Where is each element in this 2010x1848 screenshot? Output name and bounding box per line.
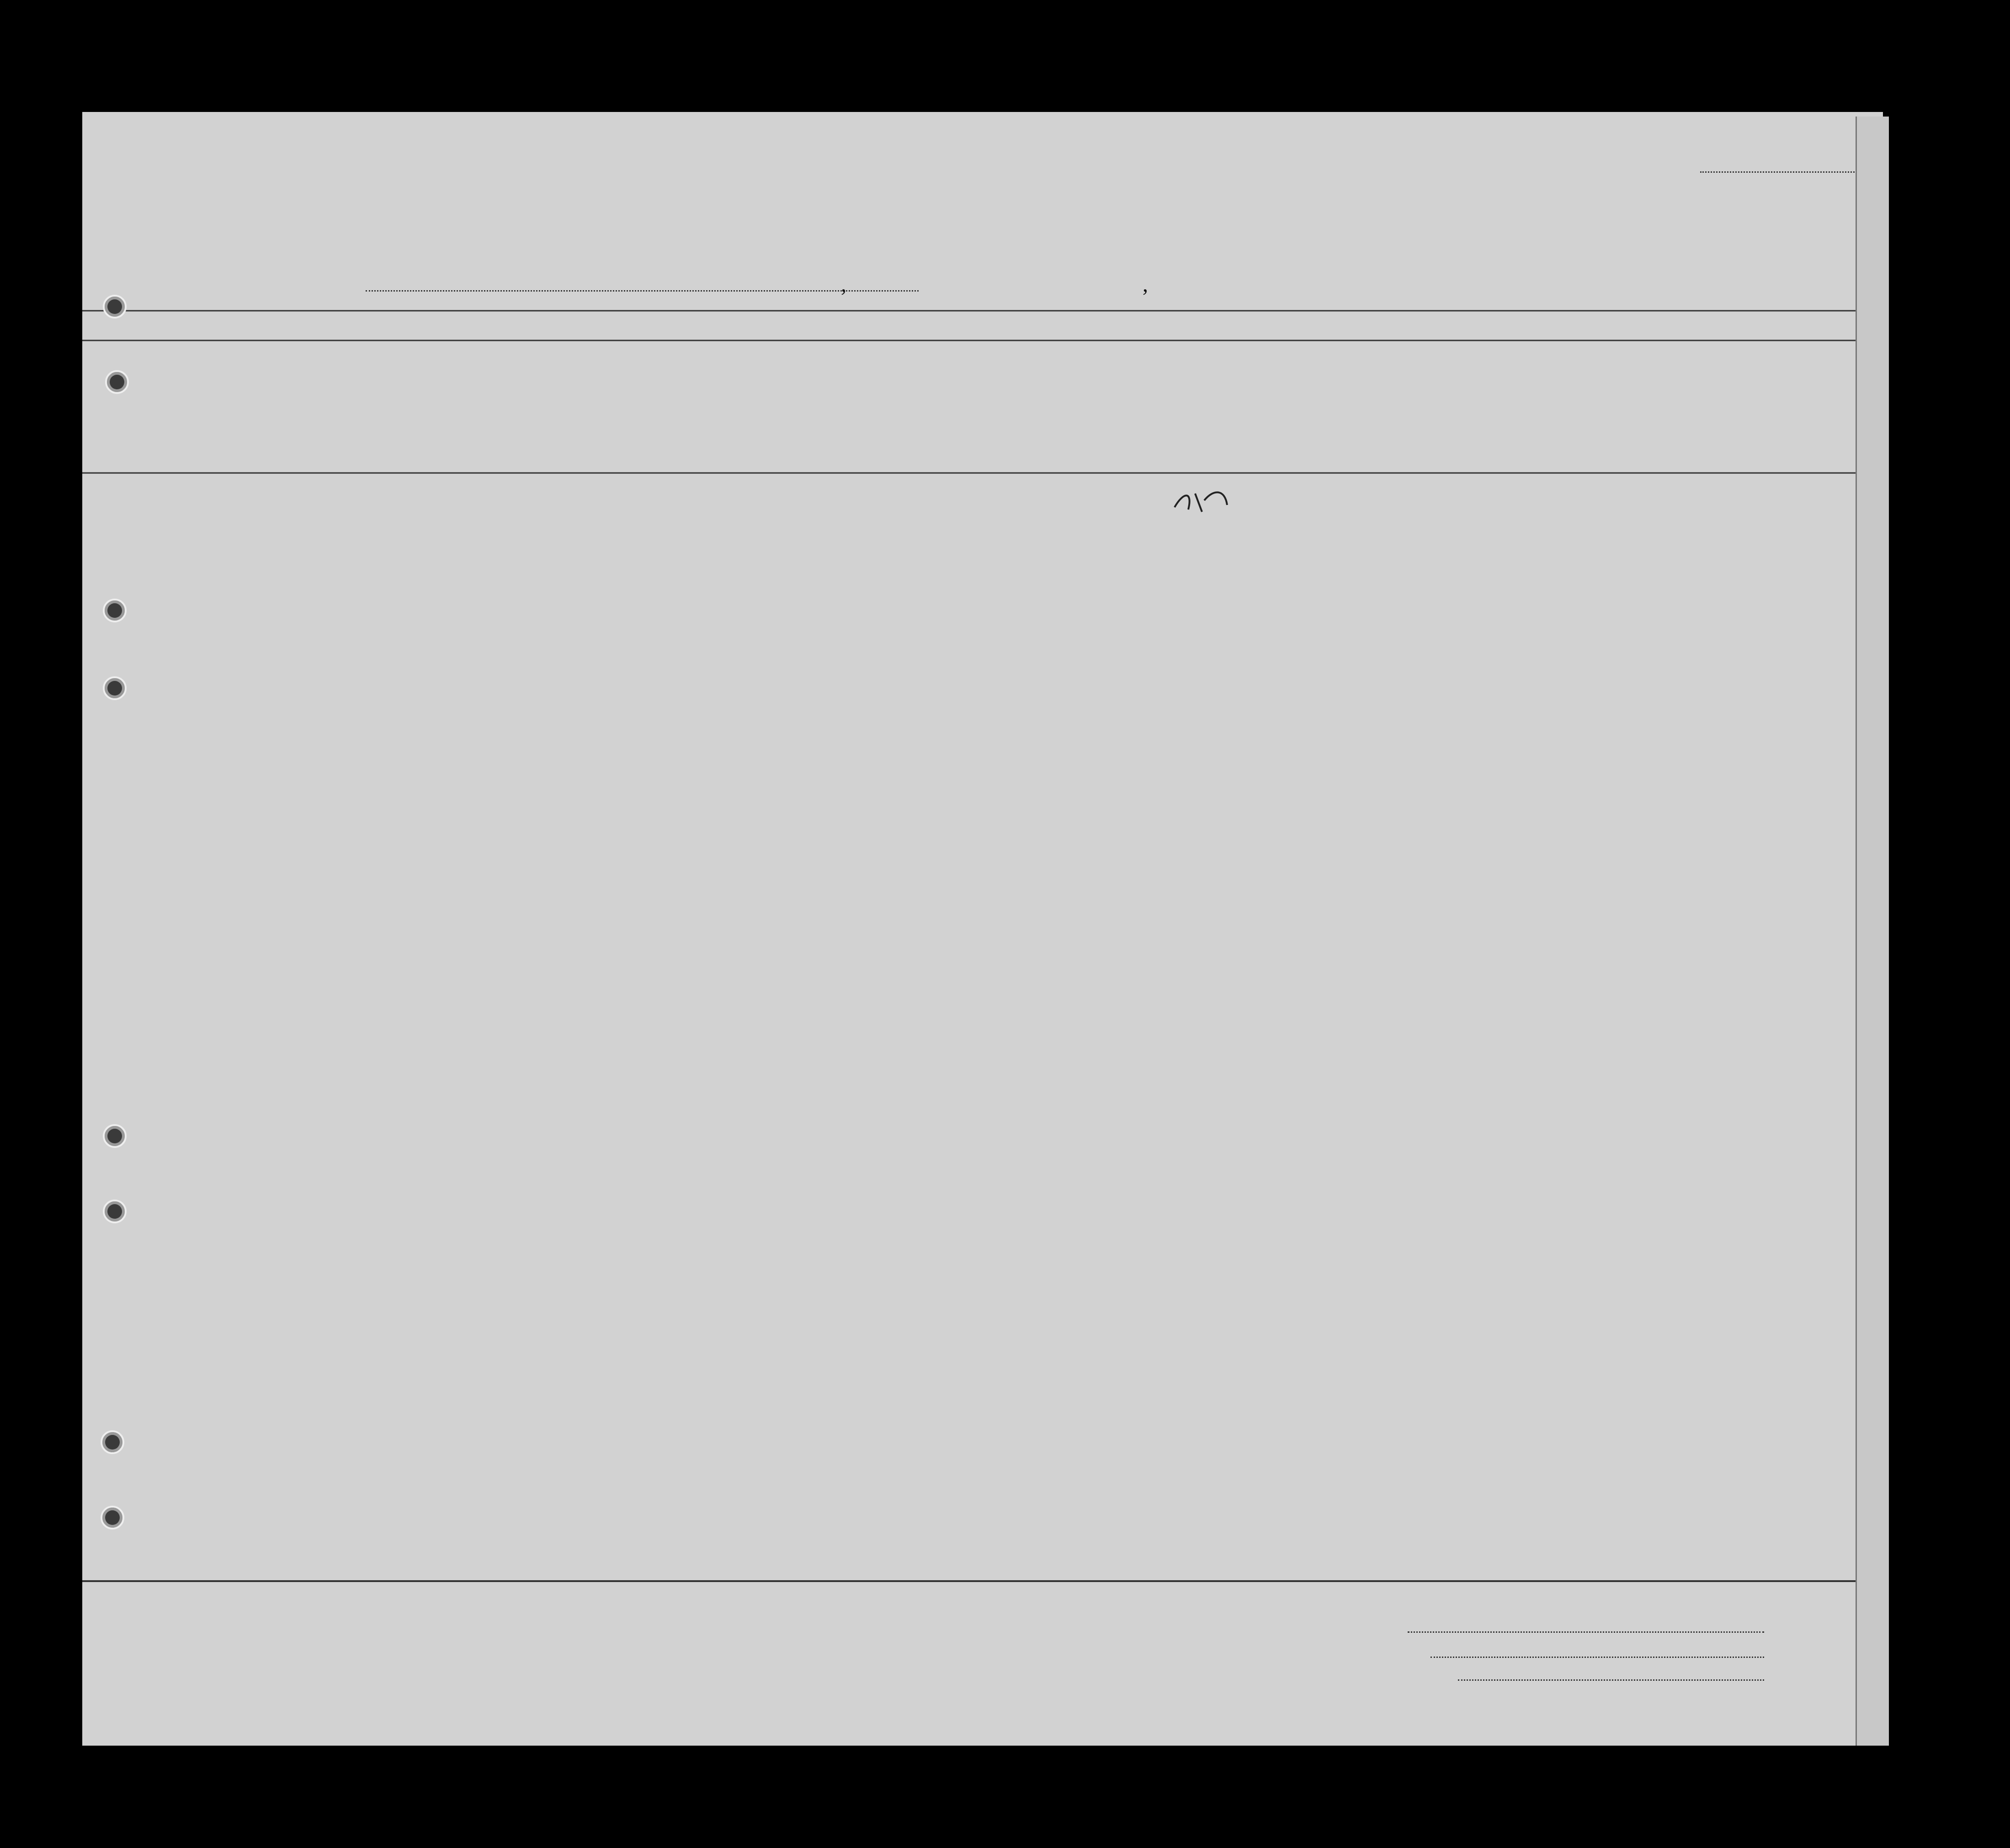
owners-underline: [1430, 1657, 1764, 1658]
binder-hole: [103, 1124, 127, 1148]
year-comma: ,: [1143, 272, 1148, 297]
binder-hole: [101, 1506, 124, 1529]
manifest-sheet: [82, 112, 1883, 1746]
binder-hole: [101, 1430, 124, 1454]
header-q28: [1312, 350, 1353, 468]
date-comma: ,: [841, 272, 846, 297]
table-grid: [82, 112, 1883, 1746]
header-q29: [1371, 350, 1398, 468]
binder-hole: [105, 370, 129, 394]
binder-hole: [103, 1200, 127, 1223]
line-underline: [1408, 1631, 1764, 1633]
page-edge: [1856, 117, 1889, 1746]
agents-underline: [1458, 1679, 1764, 1681]
binder-hole: [103, 676, 127, 700]
binder-hole: [103, 599, 127, 622]
handwritten-mark: [1170, 487, 1234, 519]
binder-hole: [103, 295, 127, 319]
